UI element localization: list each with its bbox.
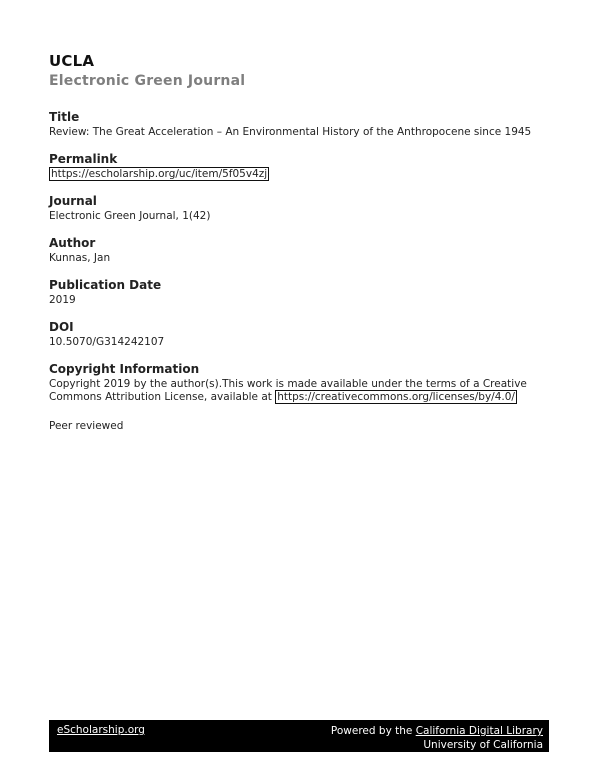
escholarship-link[interactable]: eScholarship.org [57,724,145,736]
title-section [49,110,549,139]
publication-date-label: Publication Date [49,278,162,292]
institution-name: UCLA [49,52,95,70]
journal-section [49,194,549,223]
publication-date-value: 2019 [49,294,76,306]
university-name: University of California [423,739,543,751]
footer-credits [331,724,543,752]
permalink-label: Permalink [49,152,118,166]
author-value: Kunnas, Jan [49,252,111,264]
license-link[interactable]: https://creativecommons.org/licenses/by/4.0/ [277,391,515,403]
document-page [49,52,549,433]
powered-by-text: Powered by the [330,725,416,737]
doi-section [49,320,549,349]
doi-label: DOI [49,320,74,334]
cdl-link[interactable]: California Digital Library [415,725,543,737]
peer-reviewed-note: Peer reviewed [49,420,124,432]
permalink-link[interactable]: https://escholarship.org/uc/item/5f05v4zj [51,168,268,180]
copyright-text [49,378,549,404]
footer-bar [49,720,549,752]
journal-label: Journal [49,194,97,208]
permalink-section [49,152,549,181]
title-value: Review: The Great Acceleration – An Environmental History of the Anthropocene since 1945 [49,126,532,138]
author-section [49,236,549,265]
copyright-statement: Copyright 2019 by the author(s).This work is made available under the terms of a Creative Commons Attribution License, available at [49,378,527,403]
doi-value: 10.5070/G314242107 [49,336,165,348]
author-label: Author [49,236,96,250]
journal-value: Electronic Green Journal, 1(42) [49,210,211,222]
journal-name: Electronic Green Journal [49,73,246,89]
copyright-section [49,362,549,404]
title-label: Title [49,110,80,124]
copyright-label: Copyright Information [49,362,200,376]
publication-date-section [49,278,549,307]
